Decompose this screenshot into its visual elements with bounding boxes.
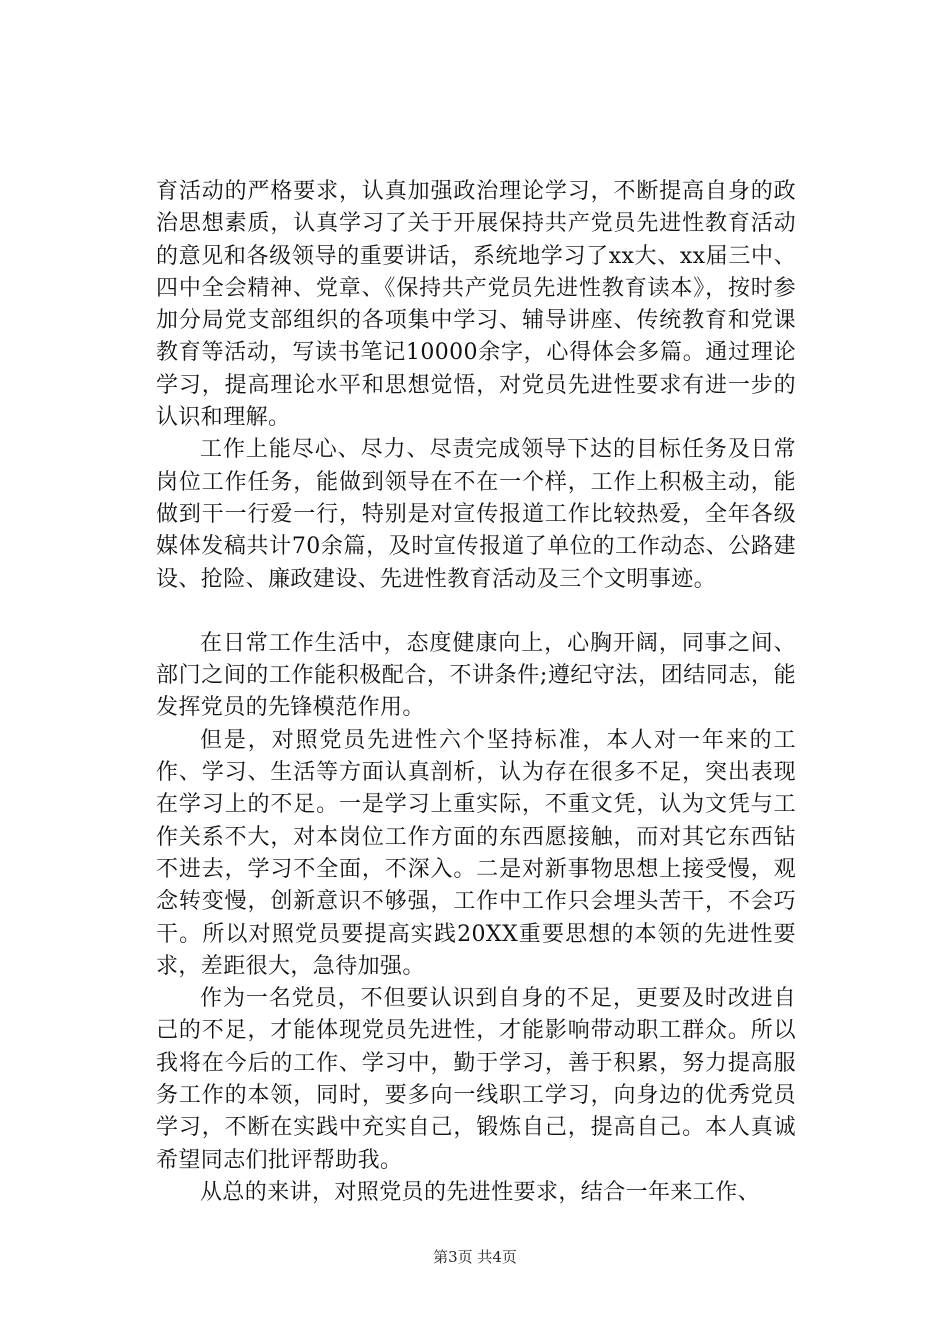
paragraph-summary: 从总的来讲，对照党员的先进性要求，结合一年来工作、	[200, 1179, 761, 1205]
paragraph-work-duties: 工作上能尽心、尽力、尽责完成领导下达的目标任务及日常岗位工作任务，能做到领导在不在一个样，工作上积极主动，能做到干一行爱一行，特别是对宣传报道工作比较热爱，全年各级媒体发稿共计70余篇，及时宣传报道了单位的工作动态、公路建设、抢险、廉政建设、先进性教育活动及三个文明事迹。	[156, 437, 796, 592]
paragraph-daily-life: 在日常工作生活中，态度健康向上，心胸开阔，同事之间、部门之间的工作能积极配合，不讲条件;遵纪守法，团结同志，能发挥党员的先锋模范作用。	[156, 630, 796, 721]
paragraph-improvement: 作为一名党员，不但要认识到自身的不足，更要及时改进自己的不足，才能体现党员先进性，才能影响带动职工群众。所以我将在今后的工作、学习中，勤于学习，善于积累，努力提高服务工作的本领，同时，要多向一线职工学习，向身边的优秀党员学习，不断在实践中充实自己，锻炼自己，提高自己。本人真诚希望同志们批评帮助我。	[156, 986, 796, 1173]
document-body	[156, 176, 796, 1209]
page-number-footer: 第3页 共4页	[433, 1248, 517, 1266]
paragraph-shortcomings: 但是，对照党员先进性六个坚持标准，本人对一年来的工作、学习、生活等方面认真剖析，认为存在很多不足，突出表现在学习上的不足。一是学习上重实际，不重文凭，认为文凭与工作关系不大，对本岗位工作方面的东西愿接触，而对其它东西钻不进去，学习不全面，不深入。二是对新事物思想上接受慢，观念转变慢，创新意识不够强，工作中工作只会埋头苦干，不会巧干。所以对照党员要提高实践20XX重要思想的本领的先进性要求，差距很大，急待加强。	[156, 727, 796, 979]
paragraph-continued: 育活动的严格要求，认真加强政治理论学习，不断提高自身的政治思想素质，认真学习了关于开展保持共产党员先进性教育活动的意见和各级领导的重要讲话，系统地学习了xx大、xx届三中、四中全会精神、党章、《保持共产党员先进性教育读本》，按时参加分局党支部组织的各项集中学习、辅导讲座、传统教育和党课教育等活动，写读书笔记10000余字，心得体会多篇。通过理论学习，提高理论水平和思想觉悟，对党员先进性要求有进一步的认识和理解。	[156, 179, 796, 431]
